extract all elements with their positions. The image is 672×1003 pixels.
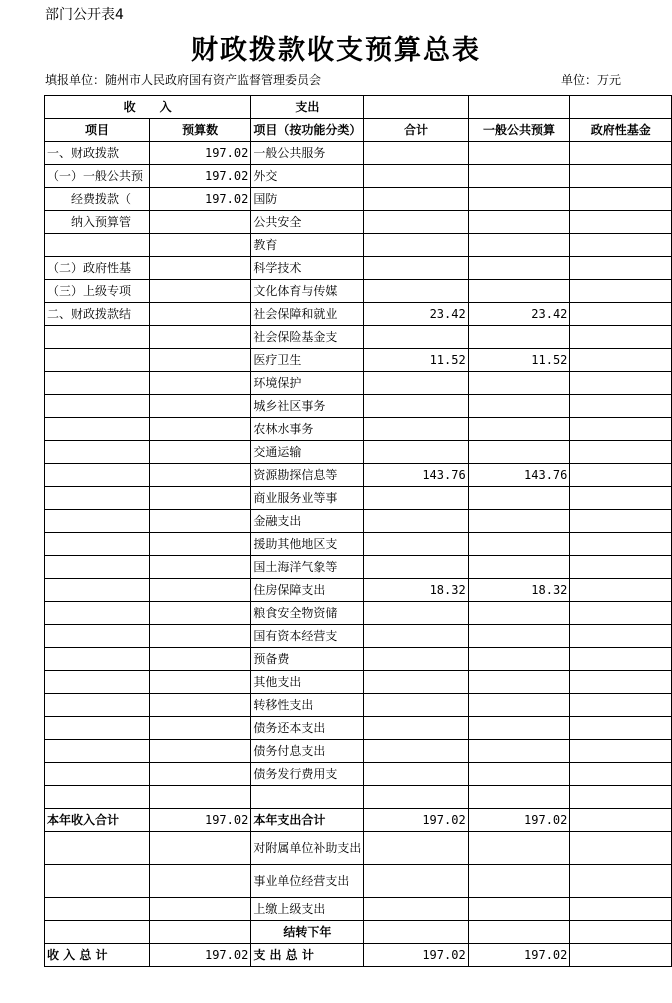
- general-cell: [468, 717, 570, 740]
- income-item-cell: [45, 533, 150, 556]
- carry-forward-row: [45, 921, 672, 944]
- expense-item-cell: 其他支出: [251, 671, 364, 694]
- general-cell: [468, 740, 570, 763]
- expense-item-cell: 转移性支出: [251, 694, 364, 717]
- fund-cell: [570, 280, 672, 303]
- expense-item-cell: 资源勘探信息等: [251, 464, 364, 487]
- income-item-cell: 二、财政拨款结: [45, 303, 150, 326]
- general-cell: [468, 418, 570, 441]
- year-expense-total-label: 本年支出合计: [251, 809, 364, 832]
- budget-cell: [149, 234, 250, 257]
- total-cell: [364, 487, 468, 510]
- budget-cell: [149, 717, 250, 740]
- fund-cell: [570, 326, 672, 349]
- fund-cell: [570, 786, 672, 809]
- expense-item-cell: 国防: [251, 188, 364, 211]
- income-item-cell: [45, 441, 150, 464]
- general-cell: 143.76: [468, 464, 570, 487]
- general-cell: [468, 602, 570, 625]
- table-row: [45, 648, 672, 671]
- fund-cell: [570, 211, 672, 234]
- income-item-cell: [45, 349, 150, 372]
- table-row: [45, 625, 672, 648]
- table-row: [45, 441, 672, 464]
- table-row: [45, 671, 672, 694]
- general-cell: [468, 257, 570, 280]
- table-row: [45, 165, 672, 188]
- unit-label: 单位：万元: [561, 73, 622, 87]
- general-cell: [468, 556, 570, 579]
- table-cell: [570, 921, 672, 944]
- table-cell: [468, 921, 570, 944]
- expense-item-cell: 外交: [251, 165, 364, 188]
- reporting-unit: 填报单位：随州市人民政府国有资产监督管理委员会: [45, 73, 322, 87]
- table-cell: [149, 921, 250, 944]
- general-cell: [468, 648, 570, 671]
- form-label: 部门公开表4: [45, 7, 124, 23]
- budget-cell: [149, 349, 250, 372]
- budget-cell: [149, 211, 250, 234]
- income-item-cell: [45, 671, 150, 694]
- income-item-cell: [45, 579, 150, 602]
- table-cell: [570, 832, 672, 865]
- income-item-cell: （二）政府性基: [45, 257, 150, 280]
- carry-forward-label: 结转下年: [251, 921, 364, 944]
- total-cell: [364, 165, 468, 188]
- table-row: [45, 602, 672, 625]
- general-cell: [468, 625, 570, 648]
- budget-cell: [149, 671, 250, 694]
- table-row: [45, 257, 672, 280]
- income-item-cell: [45, 326, 150, 349]
- income-item-cell: [45, 694, 150, 717]
- column-header-row: [45, 119, 672, 142]
- expense-item-cell: 公共安全: [251, 211, 364, 234]
- total-cell: [364, 671, 468, 694]
- income-item-cell: [45, 717, 150, 740]
- table-row: [45, 510, 672, 533]
- budget-cell: [149, 303, 250, 326]
- expense-item-cell: 粮食安全物资储: [251, 602, 364, 625]
- expense-item-cell: 金融支出: [251, 510, 364, 533]
- total-cell: [364, 556, 468, 579]
- table-row: [45, 740, 672, 763]
- income-item-cell: [45, 234, 150, 257]
- total-cell: [364, 257, 468, 280]
- income-item-cell: （一）一般公共预: [45, 165, 150, 188]
- income-item-cell: [45, 602, 150, 625]
- total-cell: [364, 280, 468, 303]
- expense-item-cell: 科学技术: [251, 257, 364, 280]
- expense-item-cell: 预备费: [251, 648, 364, 671]
- expense-item-cell: 医疗卫生: [251, 349, 364, 372]
- total-cell: [364, 740, 468, 763]
- general-cell: [468, 510, 570, 533]
- income-item-cell: [45, 464, 150, 487]
- table-cell: [468, 832, 570, 865]
- table-row: [45, 280, 672, 303]
- total-cell: [364, 763, 468, 786]
- general-cell: [468, 142, 570, 165]
- col-header-func-item: 项目（按功能分类）: [251, 119, 364, 142]
- budget-cell: [149, 280, 250, 303]
- income-item-cell: [45, 418, 150, 441]
- table-row: [45, 694, 672, 717]
- general-cell: [468, 786, 570, 809]
- total-cell: [364, 211, 468, 234]
- fund-cell: [570, 671, 672, 694]
- budget-cell: [149, 372, 250, 395]
- expense-item-cell: 债务发行费用支: [251, 763, 364, 786]
- income-item-cell: [45, 487, 150, 510]
- table-row: [45, 418, 672, 441]
- expense-item-cell: 社会保险基金支: [251, 326, 364, 349]
- total-cell: 11.52: [364, 349, 468, 372]
- table-row: [45, 188, 672, 211]
- table-cell: [45, 921, 150, 944]
- total-cell: [364, 786, 468, 809]
- col-header-fund: 政府性基金: [570, 119, 672, 142]
- income-item-cell: [45, 625, 150, 648]
- group-blank-cell: [364, 96, 468, 119]
- budget-cell: [149, 257, 250, 280]
- year-expense-total-value: 197.02: [364, 809, 468, 832]
- expense-item-cell: 对附属单位补助支出: [251, 832, 364, 865]
- total-cell: [364, 694, 468, 717]
- grand-expense-total-label: 支 出 总 计: [251, 944, 364, 967]
- table-cell: [45, 865, 150, 898]
- table-cell: [45, 832, 150, 865]
- income-item-cell: [45, 763, 150, 786]
- fund-cell: [570, 625, 672, 648]
- general-cell: [468, 326, 570, 349]
- expense-item-cell: 事业单位经营支出: [251, 865, 364, 898]
- general-cell: [468, 487, 570, 510]
- fund-cell: [570, 418, 672, 441]
- fund-cell: [570, 349, 672, 372]
- total-cell: [364, 234, 468, 257]
- fund-cell: [570, 579, 672, 602]
- total-cell: [364, 188, 468, 211]
- table-row: [45, 717, 672, 740]
- expense-item-cell: 教育: [251, 234, 364, 257]
- fund-cell: [570, 142, 672, 165]
- total-cell: [364, 326, 468, 349]
- total-cell: [364, 142, 468, 165]
- fund-cell: [570, 763, 672, 786]
- income-item-cell: [45, 395, 150, 418]
- expense-item-cell: 债务还本支出: [251, 717, 364, 740]
- budget-cell: [149, 441, 250, 464]
- budget-cell: [149, 326, 250, 349]
- col-header-general: 一般公共预算: [468, 119, 570, 142]
- table-row: [45, 487, 672, 510]
- income-item-cell: [45, 786, 150, 809]
- expense-item-cell: 环境保护: [251, 372, 364, 395]
- budget-cell: [149, 510, 250, 533]
- general-cell: [468, 211, 570, 234]
- table-cell: [570, 865, 672, 898]
- income-item-cell: [45, 740, 150, 763]
- income-item-cell: [45, 510, 150, 533]
- total-cell: [364, 418, 468, 441]
- expense-item-cell: 上缴上级支出: [251, 898, 364, 921]
- income-item-cell: 一、财政拨款: [45, 142, 150, 165]
- fund-cell: [570, 303, 672, 326]
- grand-expense-fund-value: [570, 944, 672, 967]
- fund-cell: [570, 717, 672, 740]
- table-row: [45, 556, 672, 579]
- table-cell: [468, 898, 570, 921]
- budget-cell: [149, 579, 250, 602]
- fund-cell: [570, 648, 672, 671]
- page-title: 财政拨款收支预算总表: [191, 35, 481, 66]
- expense-item-cell: 援助其他地区支: [251, 533, 364, 556]
- budget-cell: [149, 556, 250, 579]
- total-cell: [364, 510, 468, 533]
- total-cell: [364, 625, 468, 648]
- table-cell: [364, 921, 468, 944]
- total-cell: 18.32: [364, 579, 468, 602]
- budget-cell: [149, 694, 250, 717]
- table-row: [45, 763, 672, 786]
- budget-cell: [149, 418, 250, 441]
- fund-cell: [570, 188, 672, 211]
- table-row: [45, 372, 672, 395]
- table-row: [45, 211, 672, 234]
- general-cell: 18.32: [468, 579, 570, 602]
- expense-group-header: 支出: [251, 96, 364, 119]
- general-cell: [468, 533, 570, 556]
- general-cell: [468, 441, 570, 464]
- budget-cell: 197.02: [149, 142, 250, 165]
- table-row: [45, 326, 672, 349]
- table-cell: [364, 898, 468, 921]
- table-row: [45, 898, 672, 921]
- table-row: [45, 533, 672, 556]
- year-expense-fund-value: [570, 809, 672, 832]
- group-blank-cell: [468, 96, 570, 119]
- general-cell: [468, 395, 570, 418]
- general-cell: [468, 763, 570, 786]
- income-group-header: 收 入: [45, 96, 251, 119]
- table-row: [45, 142, 672, 165]
- budget-cell: [149, 602, 250, 625]
- year-expense-general-value: 197.02: [468, 809, 570, 832]
- grand-income-total-value: 197.02: [149, 944, 250, 967]
- table-cell: [149, 865, 250, 898]
- budget-cell: [149, 395, 250, 418]
- income-item-cell: （三）上级专项: [45, 280, 150, 303]
- table-row: [45, 234, 672, 257]
- expense-item-cell: 国有资本经营支: [251, 625, 364, 648]
- table-row: [45, 349, 672, 372]
- fund-cell: [570, 464, 672, 487]
- income-item-cell: [45, 648, 150, 671]
- income-item-cell: 经费拨款（: [45, 188, 150, 211]
- table-row: [45, 865, 672, 898]
- table-cell: [468, 865, 570, 898]
- table-row: [45, 303, 672, 326]
- fund-cell: [570, 234, 672, 257]
- group-header-row: [45, 96, 672, 119]
- fund-cell: [570, 165, 672, 188]
- expense-item-cell: 商业服务业等事: [251, 487, 364, 510]
- table-row: [45, 786, 672, 809]
- expense-item-cell: 债务付息支出: [251, 740, 364, 763]
- col-header-item: 项目: [45, 119, 150, 142]
- table-row: [45, 464, 672, 487]
- expense-item-cell: 社会保障和就业: [251, 303, 364, 326]
- table-row: [45, 832, 672, 865]
- col-header-budget: 预算数: [149, 119, 250, 142]
- fund-cell: [570, 694, 672, 717]
- total-cell: [364, 441, 468, 464]
- fund-cell: [570, 395, 672, 418]
- total-cell: 23.42: [364, 303, 468, 326]
- budget-cell: [149, 533, 250, 556]
- fund-cell: [570, 257, 672, 280]
- expense-item-cell: 文化体育与传媒: [251, 280, 364, 303]
- budget-cell: [149, 740, 250, 763]
- table-cell: [364, 865, 468, 898]
- general-cell: [468, 188, 570, 211]
- total-cell: [364, 372, 468, 395]
- budget-cell: 197.02: [149, 188, 250, 211]
- year-total-row: [45, 809, 672, 832]
- grand-expense-general-value: 197.02: [468, 944, 570, 967]
- total-cell: [364, 717, 468, 740]
- general-cell: [468, 372, 570, 395]
- fund-cell: [570, 441, 672, 464]
- expense-item-cell: 农林水事务: [251, 418, 364, 441]
- income-item-cell: [45, 556, 150, 579]
- table-row: [45, 579, 672, 602]
- general-cell: [468, 234, 570, 257]
- total-cell: [364, 533, 468, 556]
- group-blank-cell: [570, 96, 672, 119]
- year-income-total-value: 197.02: [149, 809, 250, 832]
- table-row: [45, 395, 672, 418]
- fund-cell: [570, 740, 672, 763]
- grand-income-total-label: 收 入 总 计: [45, 944, 150, 967]
- fund-cell: [570, 487, 672, 510]
- budget-table: [44, 95, 672, 967]
- table-cell: [570, 898, 672, 921]
- fund-cell: [570, 602, 672, 625]
- table-cell: [149, 832, 250, 865]
- general-cell: [468, 694, 570, 717]
- expense-item-cell: [251, 786, 364, 809]
- fund-cell: [570, 533, 672, 556]
- budget-cell: [149, 464, 250, 487]
- grand-total-row: [45, 944, 672, 967]
- budget-cell: [149, 648, 250, 671]
- expense-item-cell: 交通运输: [251, 441, 364, 464]
- budget-cell: [149, 786, 250, 809]
- general-cell: [468, 671, 570, 694]
- total-cell: [364, 602, 468, 625]
- table-cell: [45, 898, 150, 921]
- general-cell: 11.52: [468, 349, 570, 372]
- fund-cell: [570, 372, 672, 395]
- total-cell: [364, 395, 468, 418]
- expense-item-cell: 城乡社区事务: [251, 395, 364, 418]
- total-cell: 143.76: [364, 464, 468, 487]
- year-income-total-label: 本年收入合计: [45, 809, 150, 832]
- budget-cell: [149, 625, 250, 648]
- general-cell: [468, 165, 570, 188]
- income-item-cell: 纳入预算管: [45, 211, 150, 234]
- budget-cell: 197.02: [149, 165, 250, 188]
- budget-cell: [149, 487, 250, 510]
- budget-cell: [149, 763, 250, 786]
- expense-item-cell: 国土海洋气象等: [251, 556, 364, 579]
- table-cell: [364, 832, 468, 865]
- grand-expense-total-value: 197.02: [364, 944, 468, 967]
- expense-item-cell: 住房保障支出: [251, 579, 364, 602]
- fund-cell: [570, 510, 672, 533]
- expense-item-cell: 一般公共服务: [251, 142, 364, 165]
- table-cell: [149, 898, 250, 921]
- total-cell: [364, 648, 468, 671]
- income-item-cell: [45, 372, 150, 395]
- general-cell: [468, 280, 570, 303]
- col-header-total: 合计: [364, 119, 468, 142]
- fund-cell: [570, 556, 672, 579]
- general-cell: 23.42: [468, 303, 570, 326]
